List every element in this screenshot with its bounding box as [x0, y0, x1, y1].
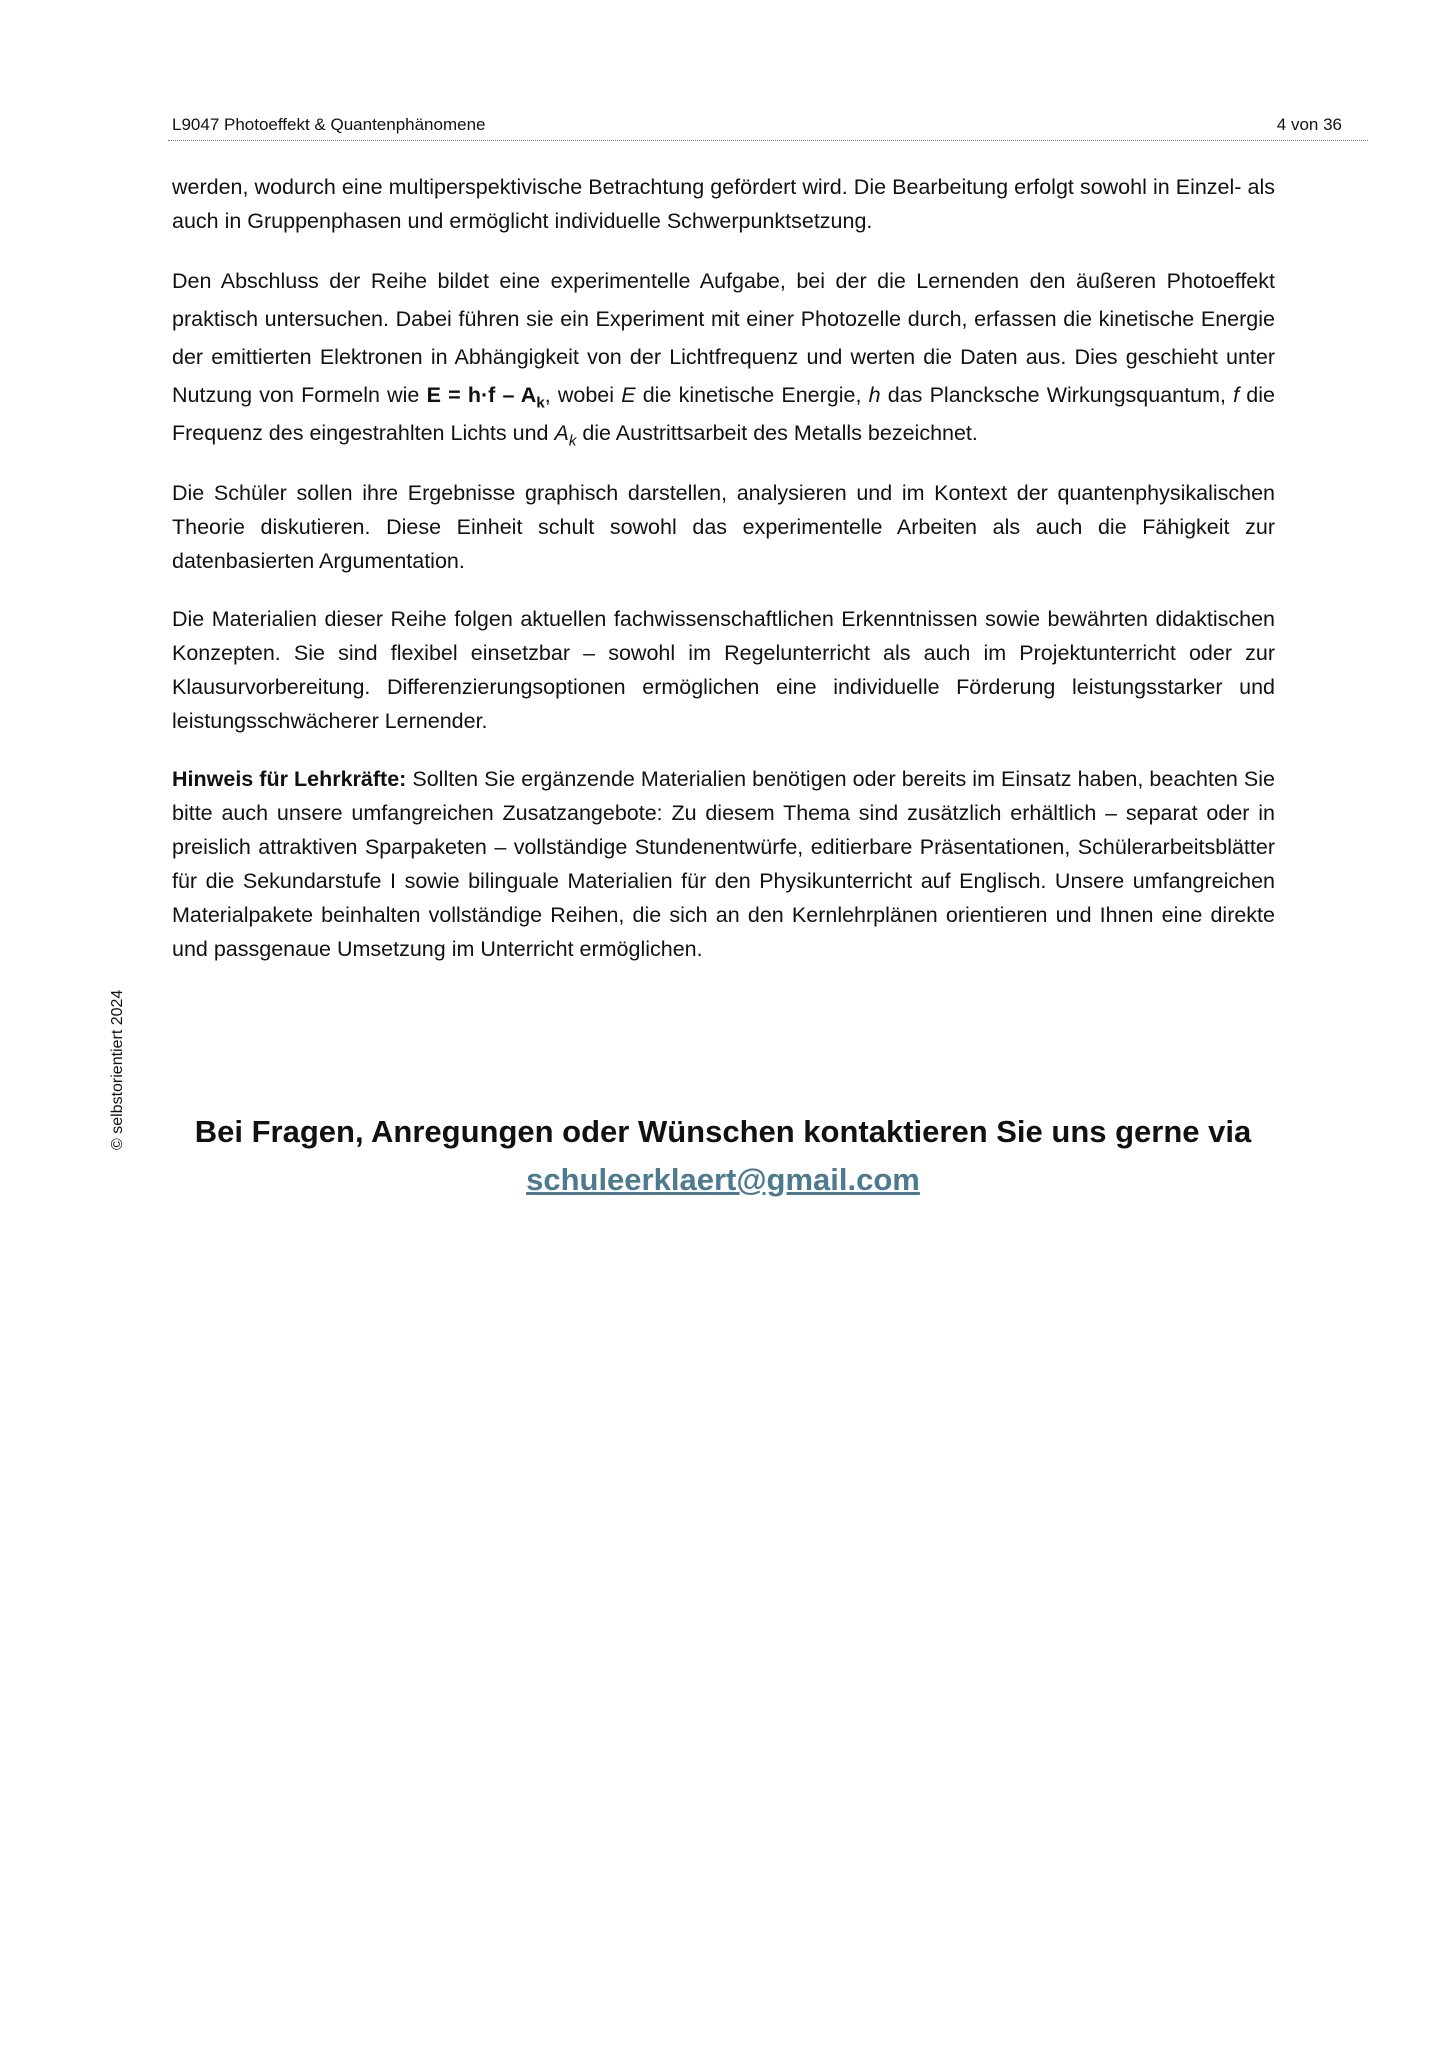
paragraph-teacher-note	[172, 762, 1275, 966]
text-segment: die Austrittsarbeit des Metalls bezeichnet.	[576, 421, 978, 445]
page-number: 4 von 36	[1276, 115, 1342, 134]
paragraph-materials: Die Materialien dieser Reihe folgen aktuellen fachwissenschaftlichen Erkenntnissen sowie bewährten didaktischen Konzepten. Sie sind flexibel einsetzbar – sowohl im Regelunterricht als auch im Projektunterricht oder zur Klausurvorbereitung. Differenzierungsoptionen ermöglichen eine individuelle Förderung leistungsstarker und leistungsschwächerer Lernender.	[172, 607, 1275, 733]
contact-email-link[interactable]: schuleerklaert@gmail.com	[526, 1162, 920, 1197]
paragraph-experiment	[172, 262, 1275, 452]
variable-a	[554, 421, 577, 450]
variable-f: f	[1233, 383, 1240, 407]
variable-a-base: A	[554, 421, 569, 445]
experiment-intro: Den Abschluss der Reihe bildet eine experimentelle Aufgabe, bei der die Lernenden den äußeren Photoeffekt praktisch untersuchen. Dabei führen sie ein Experiment mit einer Photozelle durch, erfassen die kinetische Energie der emittierten Elektronen in Abhängigkeit von der Lichtfrequenz und werten die Daten aus. Dies geschieht unter Nutzung von Formeln wie	[172, 269, 1275, 407]
text-segment: die Frequenz des eingestrahlten Lichts und	[172, 383, 1275, 445]
formula-main: E = h·f – A	[426, 383, 537, 407]
text-segment: , wobei	[544, 383, 622, 407]
variable-e: E	[621, 383, 636, 407]
teacher-note-text: Sollten Sie ergänzende Materialien benötigen oder bereits im Einsatz haben, beachten Sie bitte auch unsere umfangreichen Zusatzangebote: Zu diesem Thema sind zusätzlich erhältlich – separat oder in preislich attraktiven Sparpaketen – vollständige Stundenentwürfe, editierbare Präsentationen, Schülerarbeitsblätter für die Sekundarstufe I sowie bilinguale Materialien für den Physikunterricht auf Englisch. Unsere umfangreichen Materialpakete beinhalten vollständige Reihen, die sich an den Kernlehrplänen orientieren und Ihnen eine direkte und passgenaue Umsetzung im Unterricht ermöglichen.	[172, 767, 1275, 961]
paragraph-results: Die Schüler sollen ihre Ergebnisse graphisch darstellen, analysieren und im Kontext der quantenphysikalischen Theorie diskutieren. Diese Einheit schult sowohl das experimentelle Arbeiten als auch die Fähigkeit zur datenbasierten Argumentation.	[172, 481, 1275, 573]
variable-h: h	[868, 383, 881, 407]
document-title: L9047 Photoeffekt & Quantenphänomene	[172, 115, 486, 134]
contact-line: Bei Fragen, Anregungen oder Wünschen kontaktieren Sie uns gerne via	[194, 1114, 1252, 1149]
page-header	[168, 112, 1368, 141]
teacher-note-label: Hinweis für Lehrkräfte:	[172, 767, 407, 791]
variable-a-subscript: k	[568, 432, 577, 450]
body-text	[172, 170, 1275, 990]
text-segment: die kinetische Energie,	[635, 383, 869, 407]
formula	[426, 383, 545, 412]
formula-subscript: k	[536, 394, 545, 412]
text-segment: das Plancksche Wirkungsquantum,	[880, 383, 1234, 407]
contact-block	[168, 1108, 1278, 1204]
copyright-note: © selbstorientiert 2024	[109, 989, 126, 1150]
paragraph-intro-continued: werden, wodurch eine multiperspektivische Betrachtung gefördert wird. Die Bearbeitung erfolgt sowohl in Einzel- als auch in Gruppenphasen und ermöglicht individuelle Schwerpunktsetzung.	[172, 175, 1275, 233]
